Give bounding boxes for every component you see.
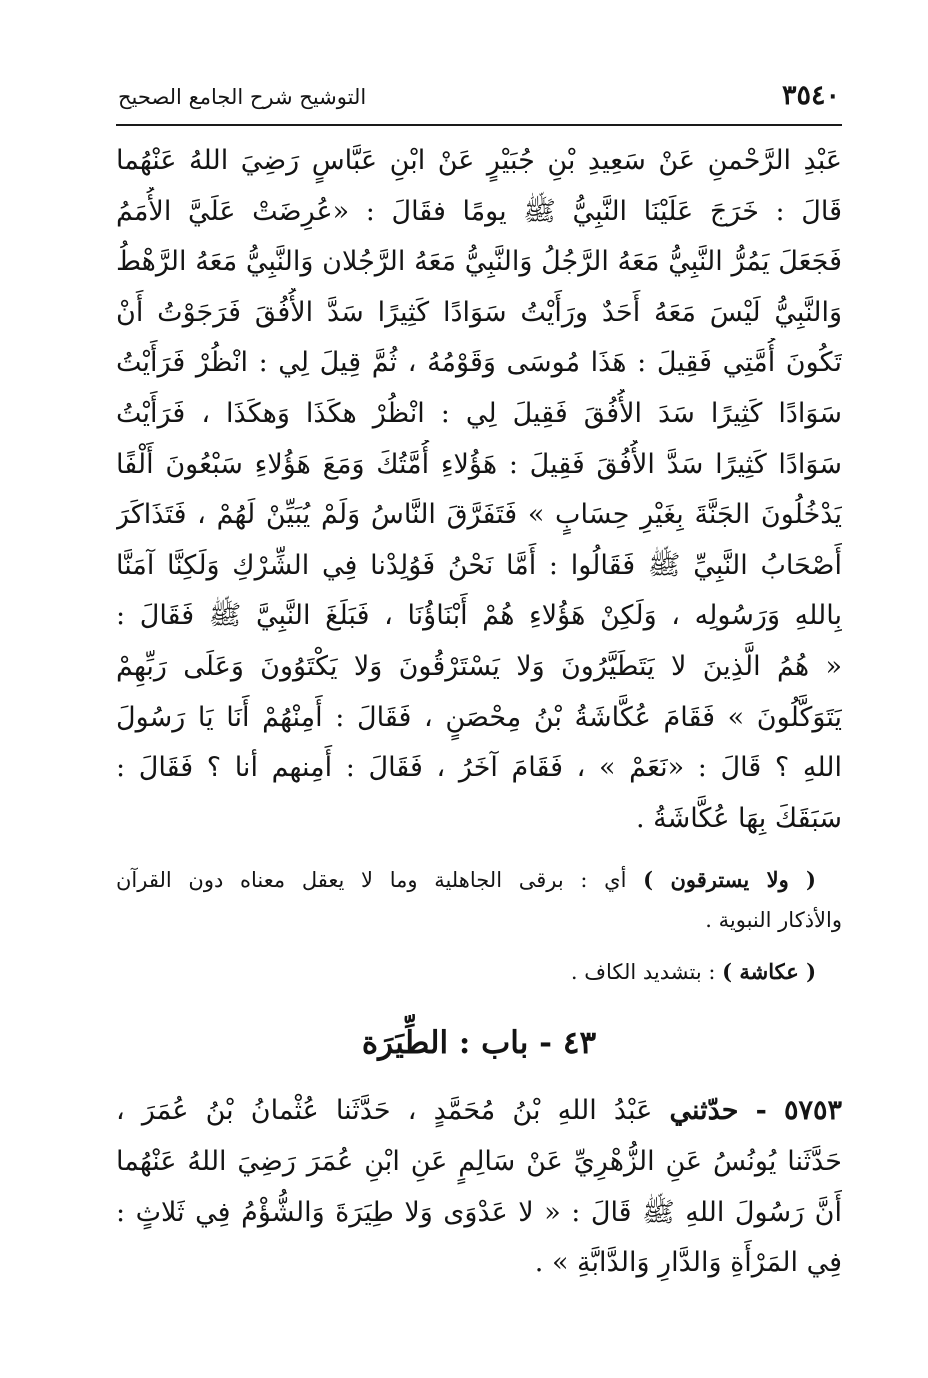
text-line: تَكُونَ أُمَّتِي فَقِيلَ : هَذَا مُوسَى وَقَوْمُهُ ، ثُمَّ قِيلَ لِي : انْظُرْ فَرَأَيْتُ (116, 347, 842, 379)
book-title: التوشيح شرح الجامع الصحيح (118, 85, 367, 109)
text-line: حَدَّثَنا يُونُسُ عَنِ الزُّهْرِيِّ عَنْ سَالِمٍ عَنِ ابْنِ عُمَرَ رَضِيَ اللهُ عَنْهُما (116, 1145, 842, 1177)
text-line: عَبْدِ الرَّحْمنِ عَنْ سَعِيدِ بْنِ جُبَيْرٍ عَنْ ابْنِ عَبَّاسٍ رَضِيَ اللهُ عَنْهُما (116, 145, 842, 176)
text-line: فِي المَرْأَةِ وَالدَّارِ وَالدَّابَّةِ » . (534, 1247, 842, 1279)
note-line (116, 860, 842, 900)
commentary-notes (116, 860, 842, 992)
text-line: قَالَ : خَرَجَ عَلَيْنَا النَّبِيُّ ﷺ يومًا فقَالَ : «عُرِضَتْ عَلَيَّ الأُمَمُ (116, 195, 842, 227)
text-segment: عَبْدُ اللهِ بْنُ مُحَمَّدٍ ، حَدَّثَنا عُثْمانُ بْنُ عُمَرَ ، (116, 1095, 653, 1127)
hadith-number: ٥٧٥٣ (783, 1095, 842, 1127)
text-line: اللهِ ؟ قَالَ : «نَعَمْ » ، فَقَامَ آخَرُ ، فَقَالَ : أَمِنهم أنا ؟ فَقَالَ : (116, 752, 842, 784)
text-line: سَوَادًا كَثِيرًا سَدَ الأُفُقَ فَقِيلَ لِي : انْظُرْ هكَذَا وَهكَذَا ، فَرَأَيْتُ (116, 397, 842, 429)
note-text: : بتشديد الكاف . (570, 960, 716, 985)
running-header (116, 80, 842, 126)
note-spacer (116, 940, 842, 952)
hadith-text (116, 1086, 842, 1288)
chapter-heading: ٤٣ - باب : الطِّيَرَة (361, 1025, 597, 1062)
text-line (116, 1086, 842, 1137)
book-page (116, 80, 842, 1289)
note-line: والأذكار النبوية . (705, 908, 842, 933)
commentary-note (116, 860, 842, 940)
note-text: أي : برقى الجاهلية وما لا يعقل معناه دون القرآن (116, 868, 627, 893)
text-line: بِاللهِ وَرَسُولِه ، وَلَكِنْ هَؤُلاءِ هُمْ أَبْنَاؤُنَا ، فَبَلَغَ النَّبِيَّ ﷺ فَقَالَ : (116, 600, 842, 632)
hadith-text (116, 136, 842, 844)
note-term: ( ولا يسترقون ) (643, 867, 816, 893)
hadith-dash: - (755, 1095, 767, 1127)
hadith-opening: حدّثني (669, 1095, 739, 1127)
text-line: أَصْحَابُ النَّبِيِّ ﷺ فَقَالُوا : أَمَّا نَحْنُ فَوُلِدْنا فِي الشِّرْكِ وَلَكِنَّا آمَنَّا (116, 549, 842, 581)
text-line: وَالنَّبِيُّ لَيْسَ مَعَهُ أَحَدٌ ورَأَيْتُ سَوَادًا كَثِيرًا سَدَّ الأُفُقَ فَرَجَوْتُ أَنْ (116, 296, 842, 328)
text-line: يَدْخُلُونَ الجَنَّةَ بِغَيْرِ حِسَابٍ » فَتَفَرَّقَ النَّاسُ وَلَمْ يُبَيِّنْ لَهُمْ ، فَتَذَاكَرَ (116, 499, 842, 531)
text-line: سَبَقَكَ بِهَا عُكَّاشَةُ . (635, 802, 842, 834)
text-line: سَوَادًا كَثِيرًا سَدَّ الأُفُقَ فَقِيلَ : هَؤُلاءِ أُمَّتُكَ وَمَعَ هَؤُلاءِ سَبْعُونَ أَلْفًا (116, 448, 842, 480)
note-term: ( عكاشة ) (722, 959, 816, 985)
page-number: ٣٥٤٠ (781, 80, 840, 111)
text-line: يَتَوَكَّلُونَ » فَقَامَ عُكَّاشَةُ بْنُ مِحْصَنٍ ، فَقَالَ : أَمِنْهُمْ أَنَا يَا رَسُولَ (116, 701, 842, 733)
text-line: أَنَّ رَسُولَ اللهِ ﷺ قَالَ : « لا عَدْوَى وَلا طِيَرَةَ وَالشُّؤْمُ فِي ثَلاثٍ : (116, 1196, 842, 1228)
note-line (116, 952, 842, 992)
text-line: فَجَعَلَ يَمُرُّ النَّبِيُّ مَعَهُ الرَّجُلُ وَالنَّبِيُّ مَعَهُ الرَّجُلان وَالنَّبِيُّ مَعَهُ الرَّهْطُ (116, 246, 842, 278)
commentary-note (116, 952, 842, 992)
text-line: « هُمُ الَّذِينَ لا يَتَطَيَّرُونَ وَلا يَسْتَرْقُونَ وَلا يَكْتَوُونَ وَعَلَى رَبِّهِمْ (116, 650, 842, 682)
